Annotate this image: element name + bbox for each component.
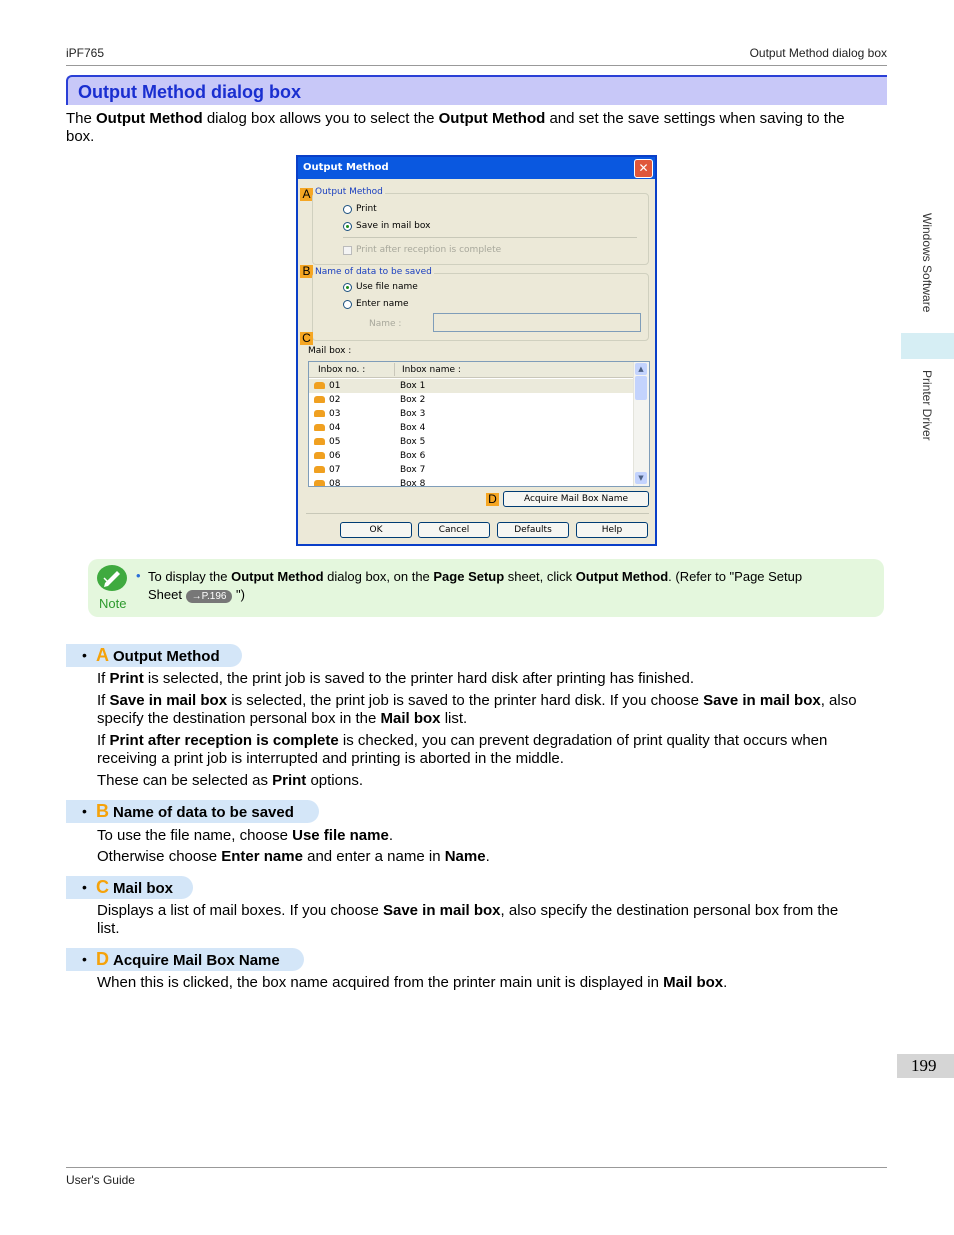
mailbox-icon bbox=[314, 410, 325, 417]
print-label: Print bbox=[356, 204, 377, 214]
page-reference-link[interactable]: →P.196 bbox=[186, 590, 233, 603]
section-c-letter: C bbox=[96, 877, 109, 897]
separator bbox=[306, 513, 649, 514]
scroll-thumb[interactable] bbox=[635, 376, 647, 400]
intro-paragraph: The Output Method dialog box allows you to select the Output Method and set the save settings when saving to the box. bbox=[66, 110, 845, 145]
marker-b: B bbox=[300, 265, 313, 278]
section-d-title: Acquire Mail Box Name bbox=[113, 952, 280, 969]
note-label: Note bbox=[99, 596, 127, 611]
list-item[interactable]: 04 Box 4 bbox=[309, 421, 635, 435]
section-a-body: If Print is selected, the print job is saved to the printer hard disk after printing has finished. If Save in mail box is selected, the print job is saved to the printer hard disk. If you choose Save in mail box, also specify the destination personal box in the Mail box list. If Print after reception is complete is checked, you can prevent degradation of print quality that occurs when receiving a print job is interrupted and printing is aborted in the middle. These can be selected as Print options. bbox=[97, 670, 857, 789]
list-item[interactable]: 05 Box 5 bbox=[309, 435, 635, 449]
side-tab-printer-driver[interactable]: Printer Driver bbox=[920, 370, 934, 441]
section-c-title: Mail box bbox=[113, 880, 174, 897]
list-header bbox=[309, 362, 635, 378]
output-method-group-label: Output Method bbox=[315, 187, 383, 197]
footer-text: User's Guide bbox=[66, 1173, 135, 1187]
mailbox-icon bbox=[314, 480, 325, 487]
print-radio[interactable] bbox=[343, 205, 352, 214]
list-item[interactable]: 02 Box 2 bbox=[309, 393, 635, 407]
note-pencil-icon bbox=[97, 565, 127, 591]
list-item[interactable]: 01 Box 1 bbox=[309, 379, 635, 393]
col-inbox-name[interactable]: Inbox name : bbox=[402, 365, 461, 375]
acquire-mail-box-name-button[interactable]: Acquire Mail Box Name bbox=[503, 491, 649, 507]
side-tab-windows-software[interactable]: Windows Software bbox=[920, 213, 934, 313]
mail-box-label: Mail box : bbox=[308, 346, 352, 356]
save-in-mail-box-label: Save in mail box bbox=[356, 221, 431, 231]
mailbox-icon bbox=[314, 466, 325, 473]
list-item[interactable]: 08 Box 8 bbox=[309, 477, 635, 487]
footer-rule bbox=[66, 1167, 887, 1168]
print-after-reception-label: Print after reception is complete bbox=[356, 245, 502, 255]
mailbox-icon bbox=[314, 396, 325, 403]
page-number-box bbox=[897, 1054, 954, 1078]
list-scrollbar[interactable] bbox=[633, 362, 649, 486]
print-after-reception-checkbox[interactable] bbox=[343, 246, 352, 255]
use-file-name-label: Use file name bbox=[356, 282, 418, 292]
save-in-mail-box-radio[interactable] bbox=[343, 222, 352, 231]
mailbox-icon bbox=[314, 424, 325, 431]
name-of-data-group-label: Name of data to be saved bbox=[315, 267, 432, 277]
scroll-up-icon[interactable]: ▲ bbox=[635, 363, 647, 375]
mail-box-list[interactable] bbox=[308, 361, 650, 487]
list-item[interactable]: 03 Box 3 bbox=[309, 407, 635, 421]
section-a-letter: A bbox=[96, 645, 109, 665]
page-number: 199 bbox=[911, 1056, 937, 1075]
cancel-button[interactable]: Cancel bbox=[418, 522, 490, 538]
marker-d: D bbox=[486, 493, 499, 506]
side-tab-highlight bbox=[901, 333, 954, 359]
dialog-title: Output Method bbox=[303, 162, 389, 173]
header-rule bbox=[66, 65, 887, 66]
ok-button[interactable]: OK bbox=[340, 522, 412, 538]
header-section: Output Method dialog box bbox=[749, 46, 887, 60]
col-inbox-no[interactable]: Inbox no. : bbox=[318, 365, 366, 375]
note-bullet: • bbox=[136, 568, 141, 583]
section-a-heading: • A Output Method bbox=[66, 644, 242, 667]
section-d-heading: • D Acquire Mail Box Name bbox=[66, 948, 304, 971]
mailbox-icon bbox=[314, 438, 325, 445]
section-c-heading: • C Mail box bbox=[66, 876, 193, 899]
section-d-letter: D bbox=[96, 949, 109, 969]
section-heading bbox=[66, 75, 887, 105]
close-icon[interactable]: ✕ bbox=[634, 159, 653, 178]
list-item[interactable]: 06 Box 6 bbox=[309, 449, 635, 463]
section-a-title: Output Method bbox=[113, 648, 220, 665]
marker-a: A bbox=[300, 188, 313, 201]
marker-c: C bbox=[300, 332, 313, 345]
section-b-letter: B bbox=[96, 801, 109, 821]
help-button[interactable]: Help bbox=[576, 522, 648, 538]
output-method-dialog bbox=[296, 155, 657, 546]
header-product: iPF765 bbox=[66, 46, 105, 60]
name-field-label: Name : bbox=[369, 319, 402, 329]
section-b-body: To use the file name, choose Use file name. Otherwise choose Enter name and enter a name in Name. bbox=[97, 827, 490, 865]
section-c-body: Displays a list of mail boxes. If you choose Save in mail box, also specify the destination personal box from the list. bbox=[97, 902, 839, 937]
note-text: To display the Output Method dialog box, on the Page Setup sheet, click Output Method. (Refer to "Page Setup Sheet →P.196 ") bbox=[148, 569, 803, 602]
section-b-heading: • B Name of data to be saved bbox=[66, 800, 319, 823]
defaults-button[interactable]: Defaults bbox=[497, 522, 569, 538]
page-title: Output Method dialog box bbox=[78, 82, 301, 102]
enter-name-radio[interactable] bbox=[343, 300, 352, 309]
dialog-titlebar bbox=[298, 157, 655, 179]
mailbox-icon bbox=[314, 452, 325, 459]
enter-name-label: Enter name bbox=[356, 299, 409, 309]
separator bbox=[343, 237, 637, 238]
name-input[interactable] bbox=[433, 313, 641, 332]
list-item[interactable]: 07 Box 7 bbox=[309, 463, 635, 477]
mailbox-icon bbox=[314, 382, 325, 389]
section-b-title: Name of data to be saved bbox=[113, 804, 294, 821]
use-file-name-radio[interactable] bbox=[343, 283, 352, 292]
section-d-body: When this is clicked, the box name acquired from the printer main unit is displayed in Mail box. bbox=[97, 974, 728, 991]
scroll-down-icon[interactable]: ▼ bbox=[635, 472, 647, 484]
